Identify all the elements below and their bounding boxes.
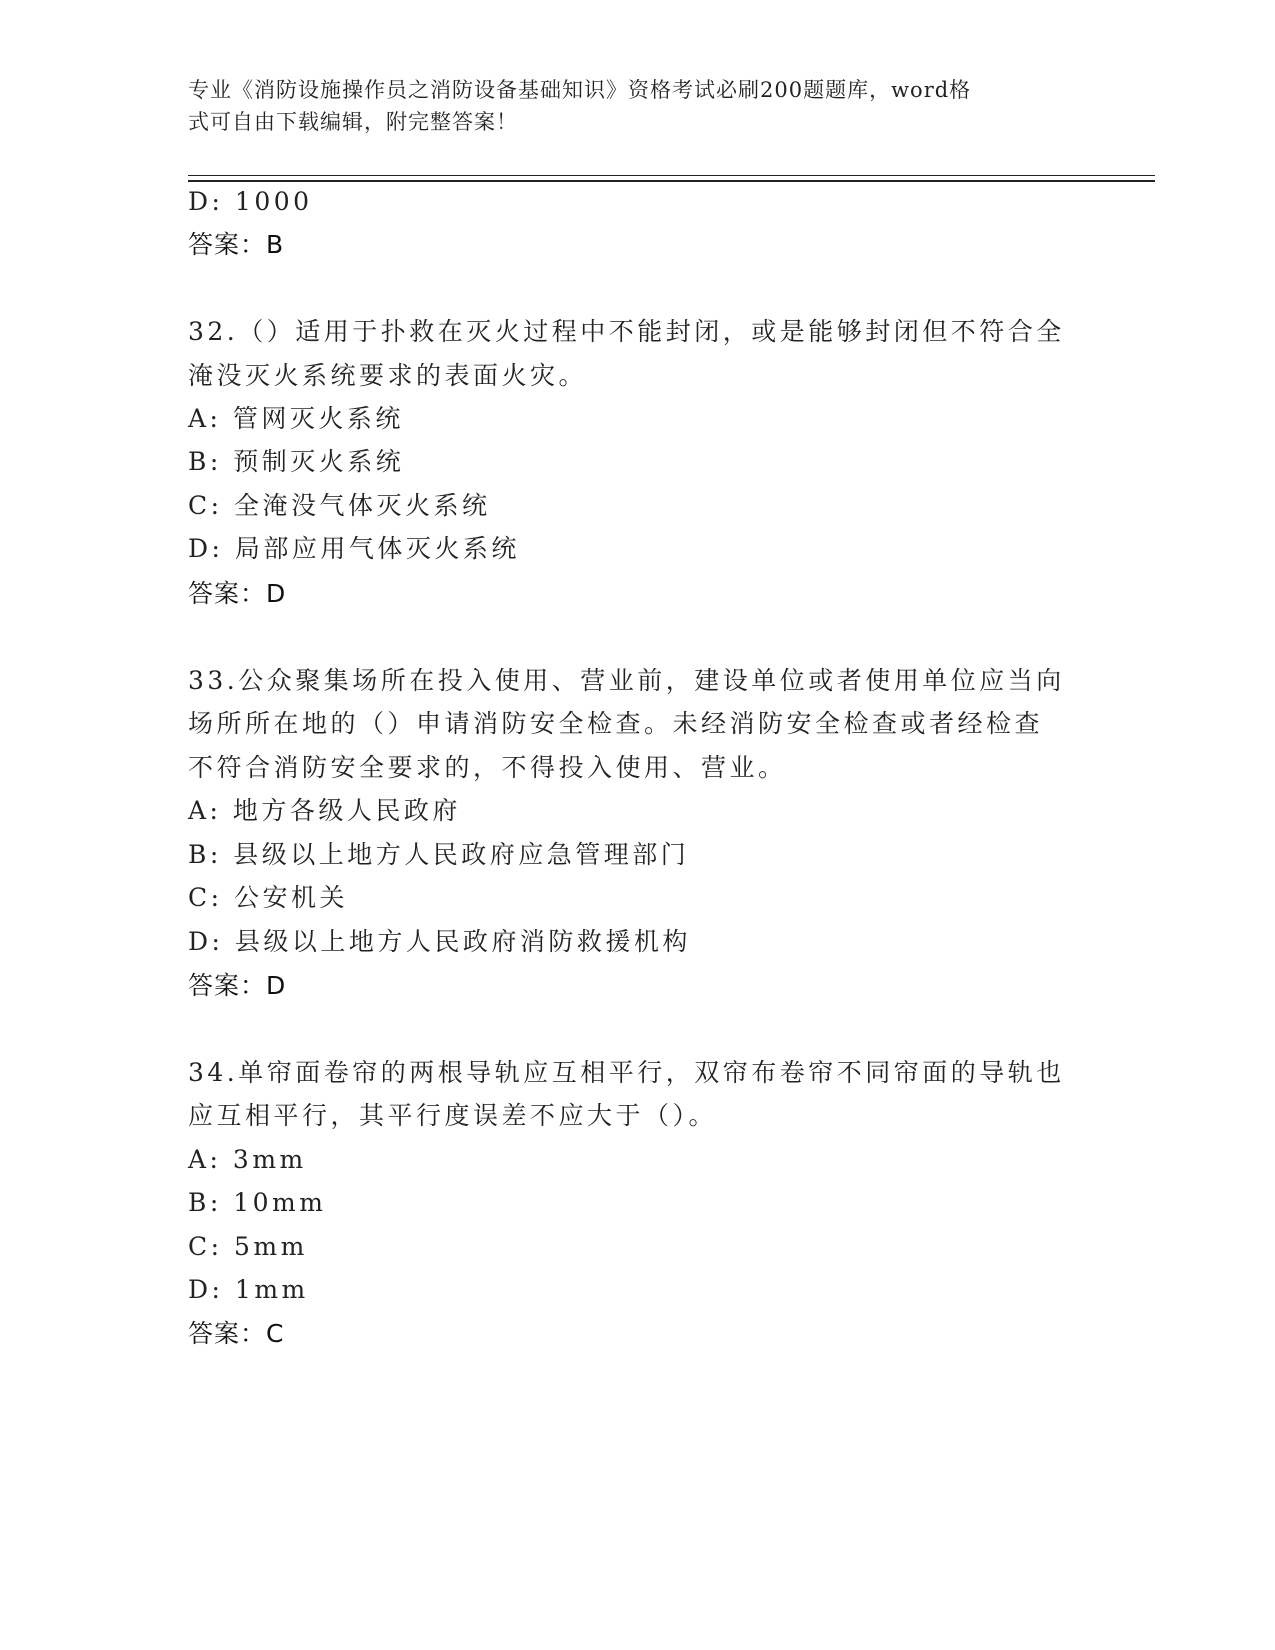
document-header [188,74,1068,138]
prev-question-answer: 答案：B [188,230,285,259]
question-33-stem-line-1: 33.公众聚集场所在投入使用、营业前，建设单位或者使用单位应当向 [188,666,1065,695]
question-32-stem-line-2: 淹没灭火系统要求的表面火灾。 [188,361,588,390]
question-32-option-b: B: 预制灭火系统 [188,447,405,476]
question-32-option-d: D: 局部应用气体灭火系统 [188,534,520,563]
prev-question-option-d: D: 1000 [188,187,313,216]
question-32-option-c: C: 全淹没气体灭火系统 [188,491,491,520]
question-34-option-d: D: 1mm [188,1275,309,1304]
question-33-answer: 答案：D [188,971,287,1000]
question-33-option-d: D: 县级以上地方人民政府消防救援机构 [188,927,691,956]
question-33-stem-line-2: 场所所在地的（）申请消防安全检查。未经消防安全检查或者经检查 [188,709,1044,738]
header-line-2: 式可自由下载编辑，附完整答案！ [188,110,518,134]
header-divider-thin [188,175,1155,176]
question-34-answer: 答案：C [188,1319,285,1348]
header-line-1: 专业《消防设施操作员之消防设备基础知识》资格考试必刷200题题库，word格 [188,78,972,102]
question-34-stem-line-2: 应互相平行，其平行度误差不应大于（）。 [188,1101,718,1130]
question-34-option-b: B: 10mm [188,1188,327,1217]
question-33-option-b: B: 县级以上地方人民政府应急管理部门 [188,840,690,869]
question-34-stem-line-1: 34.单帘面卷帘的两根导轨应互相平行，双帘布卷帘不同帘面的导轨也 [188,1058,1065,1087]
question-32-stem-line-1: 32.（）适用于扑救在灭火过程中不能封闭，或是能够封闭但不符合全 [188,317,1065,346]
question-32-option-a: A: 管网灭火系统 [188,404,404,433]
header-divider-thick [188,180,1155,182]
question-33-stem-line-3: 不符合消防安全要求的，不得投入使用、营业。 [188,753,787,782]
question-32-answer: 答案：D [188,579,287,608]
question-33-option-a: A: 地方各级人民政府 [188,796,461,825]
question-34-option-a: A: 3mm [188,1145,307,1174]
question-33-option-c: C: 公安机关 [188,883,348,912]
question-34-option-c: C: 5mm [188,1232,308,1261]
